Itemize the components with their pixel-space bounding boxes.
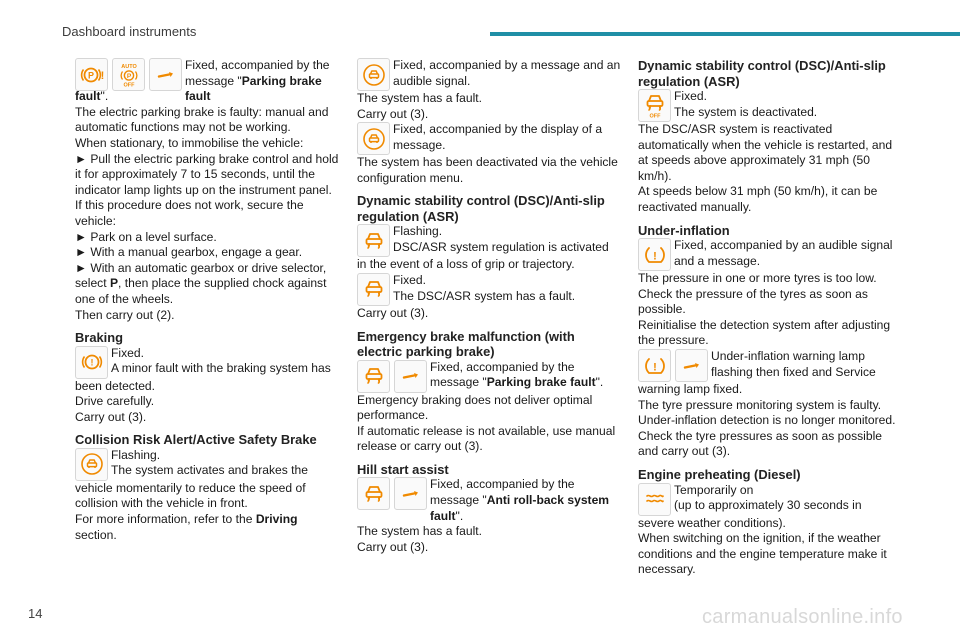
underinflation-line: Check the pressure of the tyres as soon as possible.: [638, 286, 868, 317]
emergency-heading: Emergency brake malfunction (with electric parking brake): [357, 328, 575, 360]
parking-auto-line: ► With an automatic gearbox or drive selector, select P, then place the supplied chock against one of the wheels.: [75, 260, 327, 306]
service-wrench-icon: [394, 360, 427, 393]
dsc-icon1-text: Flashing. DSC/ASR system regulation is activated: [393, 224, 609, 254]
hill-row: [357, 477, 622, 524]
underinflation-line: The tyre pressure monitoring system is faulty.: [638, 397, 882, 412]
parking-line: The electric parking brake is faulty: manual and automatic functions may not be working.: [75, 104, 329, 135]
svg-text:!: !: [100, 69, 104, 82]
page-number: 14: [28, 606, 43, 621]
parking-brake-warning-icon: [75, 58, 108, 91]
underinflation-row-1: [638, 238, 903, 271]
parking-line: ► Pull the electric parking brake control and hold it for approximately 7 to 15 seconds, until the indicator lamp lights up on the instrument panel.: [75, 151, 339, 197]
off-label: OFF: [123, 82, 134, 88]
emergency-row: [357, 360, 622, 393]
tyre-pressure-icon: [638, 238, 671, 271]
dsc-flashing-row: [357, 224, 622, 257]
column-3: [638, 58, 903, 578]
dsc-icon2-text: Fixed. The DSC/ASR system has a fault.: [393, 272, 576, 303]
parking-msg-post: ".: [100, 89, 109, 104]
dsc-off-line: The DSC/ASR system is reactivated automatically when the vehicle is restarted, and at speeds above approximately 31 mph (50 km/h).: [638, 122, 893, 183]
emergency-icon-text: Fixed, accompanied by the message "Parking brake fault".: [430, 359, 604, 390]
parking-line: When stationary, to immobilise the vehicle:: [75, 135, 304, 150]
preheat-heading: Engine preheating (Diesel): [638, 467, 801, 482]
dsc-skid-icon: [357, 273, 390, 306]
service-wrench-icon: [149, 58, 182, 91]
svg-text:!: !: [652, 361, 657, 374]
dsc-off-icon-text: Fixed. The system is deactivated.: [674, 89, 818, 119]
aeb2-line: The system has been deactivated via the vehicle configuration menu.: [357, 155, 618, 185]
underinflation-line: warning lamp fixed.: [638, 382, 743, 397]
dsc-heading: Dynamic stability control (DSC)/Anti-slip regulation (ASR): [357, 193, 605, 224]
underinflation-line: The pressure in one or more tyres is too low.: [638, 271, 877, 286]
page-header-title: Dashboard instruments: [62, 24, 197, 39]
dsc-fault-row: [357, 273, 622, 306]
collision-icon-text: Flashing. The system activates and brakes the: [111, 447, 308, 478]
column-1: P ! AUTO P OFF Fixed, accompanied by the message "Parking brake fault fault". The electric parking brake is faulty: manual and automatic functions may not be working. When stationary, to immobilise the vehicle: ► Pull the electric parking brake control and hold it for approximately 7 to 15 seconds, until the indicator lamp lights up on the instrument panel. If this procedure does not work, secure the vehicle: ► Park on a level surface. ► With a manual gearbox, engage a gear. ► With an automatic gearbox or drive selector, select P, then place the supplied chock against one of the wheels. Then carry out (2). Braking ! Fixed. A minor fault with the braking system has been detected. Drive carefully. Carry out (3). Collision Risk Alert/Active Safety Brake Flashing. The system activates and brakes the vehicle momentarily to reduce the speed of collision with the vehicle in front. For more information, refer to the Driving section.: [75, 58, 339, 542]
parking-msg-pre: Fixed, accompanied by the message ": [185, 58, 330, 88]
preheat-line: When switching on the ignition, if the weather conditions and the engine temperature make it necessary.: [638, 531, 887, 577]
collision-alert-icon: [357, 122, 390, 155]
auto-label: AUTO: [120, 63, 137, 70]
collision-alert-icon: [357, 58, 390, 91]
hill-line: Carry out (3).: [357, 539, 429, 554]
aeb2-icon-text: Fixed, accompanied by the display of a message.: [393, 122, 603, 152]
svg-text:P: P: [87, 70, 94, 81]
svg-text:!: !: [652, 250, 657, 263]
aeb1-line: The system has a fault.: [357, 91, 483, 105]
dsc-skid-icon: [357, 224, 390, 257]
off-label: OFF: [649, 113, 660, 119]
braking-warning-icon: [75, 346, 108, 379]
parking-line: If this procedure does not work, secure the vehicle:: [75, 198, 304, 228]
aeb1-line: Carry out (3).: [357, 106, 429, 121]
braking-row: [75, 346, 340, 379]
preheat-row: [638, 483, 903, 516]
service-wrench-icon: [394, 477, 427, 510]
hill-line: The system has a fault.: [357, 524, 483, 539]
aeb-fault-row: [357, 58, 622, 91]
header-accent-bar: [490, 32, 960, 36]
underinflation-heading: Under-inflation: [638, 222, 730, 238]
collision-body: vehicle momentarily to reduce the speed of collision with the vehicle in front.: [75, 480, 306, 511]
braking-line: been detected.: [75, 378, 156, 393]
watermark: carmanualsonline.info: [702, 606, 903, 628]
dsc-line: Carry out (3).: [357, 305, 429, 320]
emergency-line: If automatic release is not available, use manual release or carry out (3).: [357, 423, 616, 454]
parking-line: ► Park on a level surface.: [75, 229, 217, 244]
aeb1-icon-text: Fixed, accompanied by a message and an audible signal.: [393, 58, 621, 88]
dsc-skid-icon: [357, 477, 390, 510]
dsc-off-line: At speeds below 31 mph (50 km/h), it can be reactivated manually.: [638, 184, 878, 214]
glow-plug-icon: [638, 483, 671, 516]
underinflation-line: Under-inflation detection is no longer monitored.: [638, 413, 896, 428]
auto-parking-brake-off-icon: [112, 58, 145, 91]
parking-msg-bold: Parking brake fault: [185, 73, 322, 104]
preheat-line: severe weather conditions).: [638, 515, 786, 530]
preheat-icon-text: Temporarily on (up to approximately 30 seconds in: [674, 482, 862, 513]
dsc-off-icon: [638, 89, 671, 122]
underinflation-row-2: [638, 349, 903, 382]
aeb-deactivated-row: [357, 122, 622, 155]
svg-text:!: !: [90, 357, 93, 368]
braking-heading: Braking: [75, 330, 123, 346]
dsc-line: in the event of a loss of grip or trajectory.: [357, 257, 575, 272]
service-wrench-icon: [675, 349, 708, 382]
collision-row: [75, 448, 340, 481]
underinflation-line: Reinitialise the detection system after adjusting the pressure.: [638, 317, 891, 348]
dsc-skid-icon: [357, 360, 390, 393]
dsc-off-row: [638, 89, 903, 122]
underinflation-icon1-text: Fixed, accompanied by an audible signal and a message.: [674, 238, 893, 268]
parking-line: Then carry out (2).: [75, 307, 175, 322]
collision-heading: Collision Risk Alert/Active Safety Brake: [75, 432, 317, 448]
parking-line: ► With a manual gearbox, engage a gear.: [75, 245, 303, 260]
hill-icon-text: Fixed, accompanied by the message "Anti roll-back system fault".: [430, 477, 610, 523]
braking-icon-text: Fixed. A minor fault with the braking system has: [111, 345, 331, 376]
hill-heading: Hill start assist: [357, 461, 449, 477]
column-2: [357, 58, 622, 555]
collision-more-line: For more information, refer to the Driving section.: [75, 512, 298, 542]
emergency-line: Emergency braking does not deliver optimal performance.: [357, 392, 593, 423]
dsc-off-heading: Dynamic stability control (DSC)/Anti-slip regulation (ASR): [638, 58, 886, 89]
underinflation-icon2-text: Under-inflation warning lamp flashing then fixed and Service: [711, 349, 876, 379]
svg-text:P: P: [126, 72, 131, 80]
braking-line: Carry out (3).: [75, 409, 147, 424]
underinflation-line: Check the tyre pressures as soon as possible and carry out (3).: [638, 428, 883, 459]
collision-alert-icon: [75, 448, 108, 481]
braking-line: Drive carefully.: [75, 394, 155, 409]
tyre-pressure-icon: [638, 349, 671, 382]
